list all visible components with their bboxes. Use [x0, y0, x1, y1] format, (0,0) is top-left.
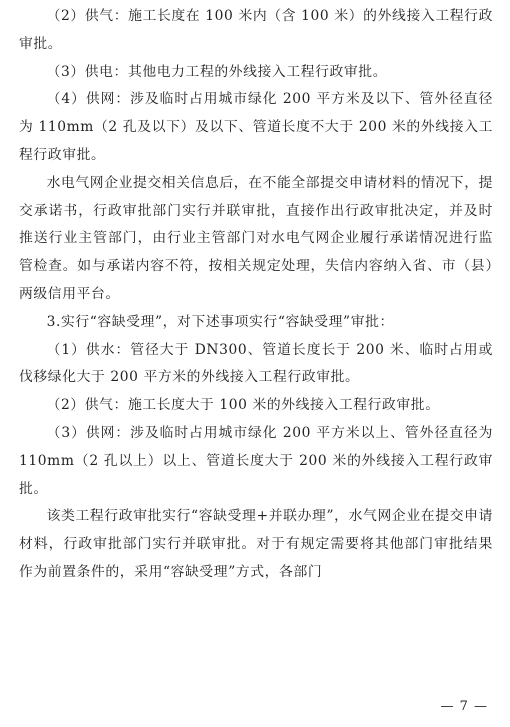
page-number: — 7 — — [440, 699, 488, 714]
paragraph-section-3-heading: 3.实行“容缺受理”，对下述事项实行“容缺受理”审批： — [46, 313, 394, 330]
paragraph-power: （3）供电：其他电力工程的外线接入工程行政审批。 — [46, 63, 388, 80]
paragraph-network-small: （4）供网：涉及临时占用城市绿化 200 平方米及以下、管外径直径为 110mm（2 孔及以下）及以下、管道长度不大于 200 米的外线接入工程行政审批。 — [19, 91, 493, 163]
paragraph-commitment: 水电气网企业提交相关信息后，在不能全部提交申请材料的情况下，提交承诺书，行政审批部门实行并联审批，直接作出行政审批决定，并及时推送行业主管部门，由行业主管部门对水电气网企业履行承诺情况进行监管检查。如与承诺内容不符，按相关规定处理，失信内容纳入省、市（县）两级信用平台。 — [19, 174, 493, 302]
paragraph-water: （1）供水：管径大于 DN300、管道长度长于 200 米、临时占用或伐移绿化大于 200 平方米的外线接入工程行政审批。 — [19, 341, 493, 386]
paragraph-gas-long: （2）供气：施工长度大于 100 米的外线接入工程行政审批。 — [46, 397, 440, 414]
paragraph-parallel-processing: 该类工程行政审批实行“容缺受理+并联办理”，水气网企业在提交申请材料，行政审批部门实行并联审批。对于有规定需要将其他部门审批结果作为前置条件的，采用“容缺受理”方式，各部门 — [19, 508, 493, 580]
body-text — [19, 3, 493, 587]
paragraph-gas-short: （2）供气：施工长度在 100 米内（含 100 米）的外线接入工程行政审批。 — [19, 8, 493, 52]
paragraph-network-large: （3）供网：涉及临时占用城市绿化 200 平方米以上、管外径直径为 110mm（2 孔以上）以上、管道长度大于 200 米的外线接入工程行政审批。 — [19, 424, 493, 497]
